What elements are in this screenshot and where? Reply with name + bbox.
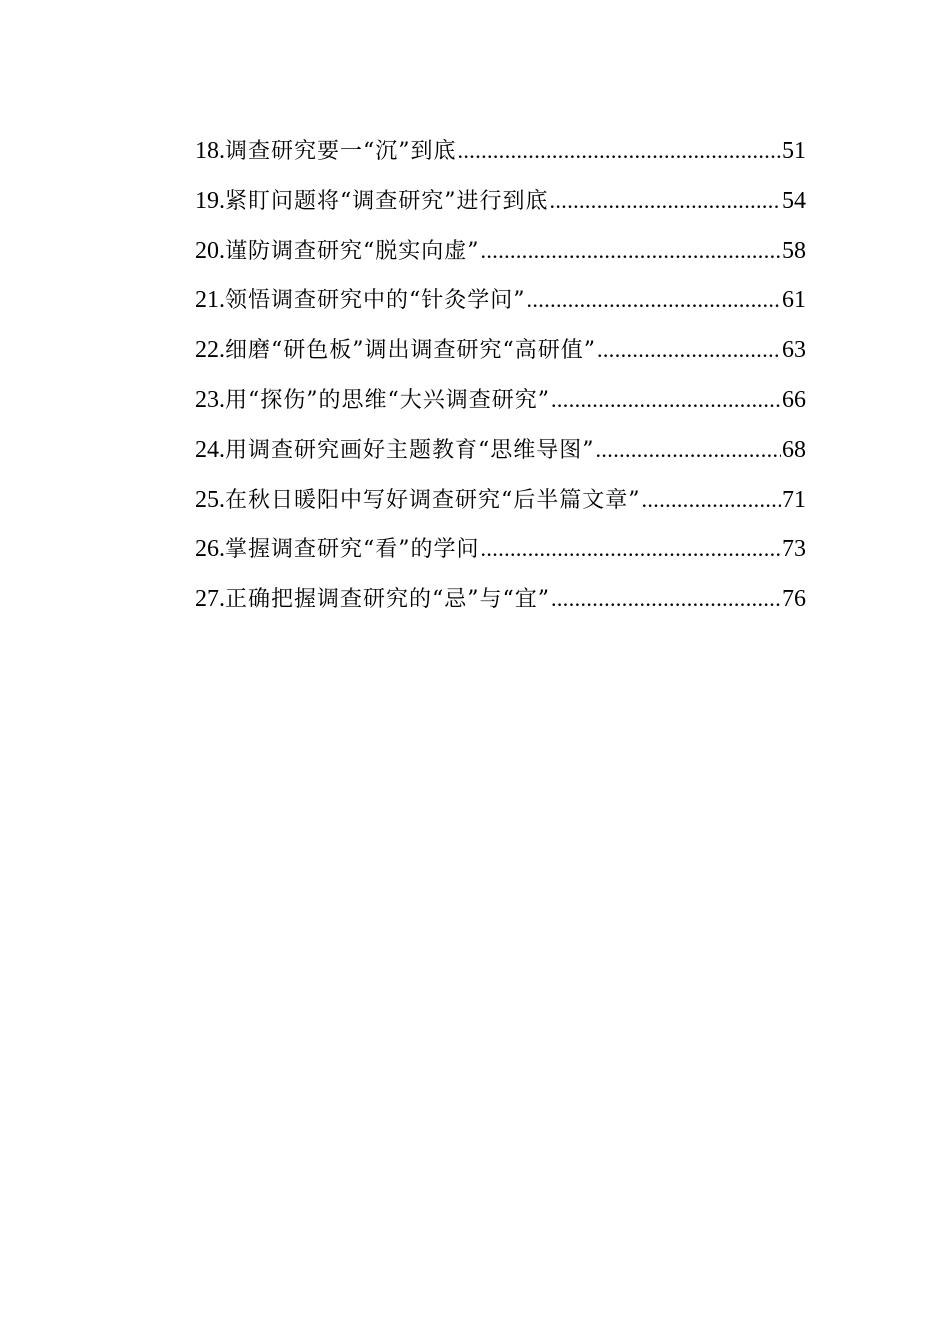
toc-entry[interactable] [195,529,806,579]
toc-entry-title: 谨防调查研究“脱实向虚” [225,238,480,264]
toc-entry-number: 27. [195,586,225,613]
toc-entry[interactable] [195,480,806,530]
toc-entry-number: 21. [195,287,225,314]
toc-entry-title: 掌握调查研究“看”的学问 [225,537,480,563]
toc-entry-number: 26. [195,536,225,563]
dot-leader [458,131,782,171]
toc-entry[interactable] [195,181,806,231]
toc-entry-page: 68 [782,436,806,463]
toc-entry-title: 领悟调查研究中的“针灸学问” [225,288,526,314]
toc-entry-number: 25. [195,486,225,513]
dot-leader [551,579,781,619]
toc-entry[interactable] [195,430,806,480]
dot-leader [481,529,782,569]
toc-entry-page: 76 [782,586,806,613]
toc-entry-title: 用“探伤”的思维“大兴调查研究” [225,387,550,413]
toc-entry[interactable] [195,231,806,281]
toc-entry-page: 66 [782,386,806,413]
dot-leader [550,181,782,221]
toc-entry-page: 61 [782,287,806,314]
toc-entry-title: 用调查研究画好主题教育“思维导图” [225,437,595,463]
dot-leader [551,380,781,420]
toc-entry-number: 23. [195,386,225,413]
toc-entry-title: 紧盯问题将“调查研究”进行到底 [225,188,549,214]
toc-entry[interactable] [195,579,806,629]
toc-entry-number: 19. [195,187,225,214]
toc-entry-number: 18. [195,138,225,164]
dot-leader [596,430,782,470]
toc-entry-title: 调查研究要一“沉”到底 [225,139,457,164]
toc-entry-title: 细磨“研色板”调出调查研究“高研值” [225,338,596,364]
toc-entry-page: 58 [782,237,806,264]
toc-entry[interactable] [195,380,806,430]
toc-entry-page: 54 [782,187,806,214]
toc-entry[interactable] [195,280,806,330]
dot-leader [527,280,782,320]
toc-entry-page: 71 [782,486,806,513]
toc-entry-page: 51 [782,138,806,164]
toc-entry-number: 22. [195,337,225,364]
toc-entry-number: 20. [195,237,225,264]
dot-leader [481,231,782,271]
toc-entry-title: 正确把握调查研究的“忌”与“宜” [225,587,550,613]
toc-entry-page: 63 [782,337,806,364]
toc-entry[interactable] [195,330,806,380]
toc-entry-page: 73 [782,536,806,563]
toc-entry[interactable] [195,131,806,181]
toc-entry-title: 在秋日暖阳中写好调查研究“后半篇文章” [225,487,641,513]
table-of-contents [195,131,806,629]
toc-entry-number: 24. [195,436,225,463]
dot-leader [597,330,781,370]
dot-leader [642,480,782,520]
